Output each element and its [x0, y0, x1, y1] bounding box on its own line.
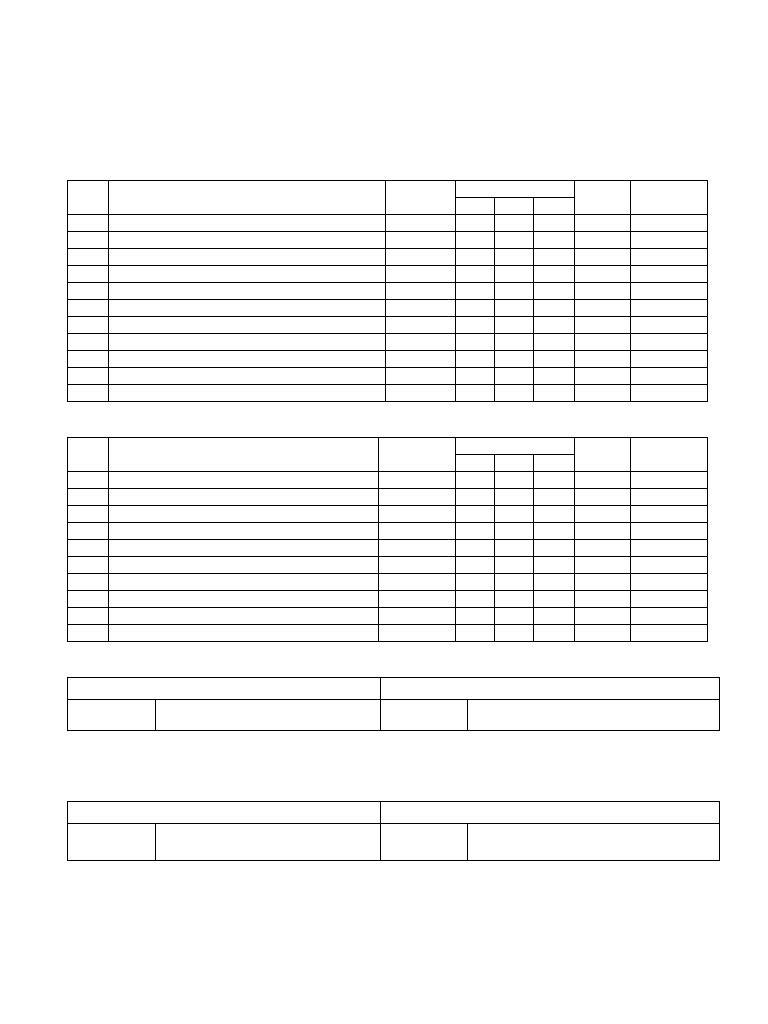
departmental-elective-table [67, 677, 720, 731]
course-row [68, 591, 708, 608]
l-cell [456, 232, 495, 249]
marks-cell [631, 506, 708, 523]
t-cell [495, 489, 534, 506]
course-row [68, 472, 708, 489]
course-row [68, 317, 708, 334]
credit-cell [575, 540, 631, 557]
semester-total-label [109, 385, 386, 402]
marks-cell [631, 334, 708, 351]
col-t-header [495, 455, 534, 472]
sl-cell [68, 625, 109, 642]
credit-cell [575, 317, 631, 334]
p-cell [534, 266, 575, 283]
course-code-cell [386, 317, 456, 334]
course-row [68, 334, 708, 351]
course-name-cell [109, 249, 386, 266]
marks-cell [631, 591, 708, 608]
course-name-cell [109, 215, 386, 232]
sl-cell [68, 368, 109, 385]
l-cell [456, 591, 495, 608]
p-cell [534, 317, 575, 334]
course-name-cell [109, 557, 379, 574]
marks-cell [631, 574, 708, 591]
paper-v-title [68, 802, 381, 824]
t-cell [495, 472, 534, 489]
sl-cell [68, 557, 109, 574]
course-name-cell [109, 368, 386, 385]
course-row [68, 283, 708, 300]
marks-cell [631, 523, 708, 540]
elective-header-row [68, 700, 720, 731]
l-cell [456, 351, 495, 368]
marks-cell [631, 540, 708, 557]
credit-cell [575, 266, 631, 283]
col-l-header [456, 455, 495, 472]
l-cell [456, 523, 495, 540]
open-elective-table [67, 801, 720, 861]
p-cell [534, 283, 575, 300]
credit-cell [575, 351, 631, 368]
p-cell [534, 506, 575, 523]
col-l-header [456, 198, 495, 215]
p-cell [534, 249, 575, 266]
sl-cell [68, 283, 109, 300]
t-cell [495, 300, 534, 317]
t-cell [495, 523, 534, 540]
l-cell [456, 489, 495, 506]
credit-cell [575, 489, 631, 506]
course-name-cell [109, 608, 379, 625]
p-cell [534, 625, 575, 642]
course-code-cell [386, 283, 456, 300]
sl-cell [68, 300, 109, 317]
t-cell [495, 283, 534, 300]
course-row [68, 215, 708, 232]
header-row [68, 438, 708, 455]
course-code-cell [386, 351, 456, 368]
left-code-header [68, 824, 156, 861]
marks-cell [631, 385, 708, 402]
l-cell [456, 215, 495, 232]
p-cell [534, 574, 575, 591]
col-load-header [456, 181, 575, 198]
credit-cell [575, 368, 631, 385]
col-name-header [109, 438, 379, 472]
marks-cell [631, 300, 708, 317]
col-marks-header [631, 181, 708, 215]
l-cell [456, 385, 495, 402]
course-name-cell [109, 283, 386, 300]
marks-cell [631, 266, 708, 283]
course-code-cell [379, 540, 456, 557]
course-name-cell [109, 317, 386, 334]
sl-cell [68, 215, 109, 232]
course-row [68, 574, 708, 591]
right-code-header [381, 700, 468, 731]
marks-cell [631, 472, 708, 489]
right-code-header [381, 824, 468, 861]
left-title-header [156, 824, 381, 861]
credit-cell [575, 523, 631, 540]
credit-cell [575, 300, 631, 317]
credit-cell [575, 574, 631, 591]
sl-cell [68, 472, 109, 489]
sl-cell [68, 574, 109, 591]
sl-cell [68, 523, 109, 540]
marks-cell [631, 249, 708, 266]
p-cell [534, 540, 575, 557]
elective-header-row [68, 824, 720, 861]
l-cell [456, 249, 495, 266]
sl-cell [68, 608, 109, 625]
marks-cell [631, 351, 708, 368]
course-row [68, 232, 708, 249]
course-code-cell [386, 300, 456, 317]
course-name-cell [109, 334, 386, 351]
p-cell [534, 385, 575, 402]
paper-iv-title [68, 678, 381, 700]
t-cell [495, 557, 534, 574]
col-code-header [386, 181, 456, 215]
p-cell [534, 591, 575, 608]
p-cell [534, 300, 575, 317]
course-code-cell [379, 608, 456, 625]
credit-cell [575, 506, 631, 523]
l-cell [456, 472, 495, 489]
course-row [68, 540, 708, 557]
p-cell [534, 608, 575, 625]
course-code-cell [379, 591, 456, 608]
t-cell [495, 506, 534, 523]
col-credit-header [575, 181, 631, 215]
course-row [68, 351, 708, 368]
marks-cell [631, 283, 708, 300]
credit-cell [575, 557, 631, 574]
semester-total-label [109, 625, 379, 642]
t-cell [495, 574, 534, 591]
l-cell [456, 317, 495, 334]
l-cell [456, 557, 495, 574]
marks-cell [631, 215, 708, 232]
l-cell [456, 283, 495, 300]
semester1-table [67, 180, 708, 402]
credit-cell [575, 215, 631, 232]
marks-cell [631, 368, 708, 385]
elective-title-row [68, 802, 720, 824]
l-cell [456, 334, 495, 351]
p-cell [534, 368, 575, 385]
col-sl-header [68, 181, 109, 215]
course-code-cell [386, 368, 456, 385]
course-name-cell [109, 523, 379, 540]
elective-title-row [68, 678, 720, 700]
p-cell [534, 489, 575, 506]
marks-cell [631, 608, 708, 625]
t-cell [495, 608, 534, 625]
col-t-header [495, 198, 534, 215]
p-cell [534, 472, 575, 489]
sl-cell [68, 266, 109, 283]
course-name-cell [109, 574, 379, 591]
sl-cell [68, 591, 109, 608]
col-sl-header [68, 438, 109, 472]
col-marks-header [631, 438, 708, 472]
header-row [68, 181, 708, 198]
paper-x-title [381, 802, 720, 824]
sl-cell [68, 385, 109, 402]
t-cell [495, 266, 534, 283]
course-row [68, 489, 708, 506]
course-name-cell [109, 489, 379, 506]
col-name-header [109, 181, 386, 215]
col-code-header [379, 438, 456, 472]
t-cell [495, 591, 534, 608]
semester-total-row [68, 625, 708, 642]
sl-cell [68, 317, 109, 334]
col-credit-header [575, 438, 631, 472]
course-name-cell [109, 591, 379, 608]
credit-cell [575, 608, 631, 625]
left-code-header [68, 700, 156, 731]
p-cell [534, 215, 575, 232]
p-cell [534, 523, 575, 540]
credit-cell [575, 283, 631, 300]
credit-cell [575, 249, 631, 266]
t-cell [495, 368, 534, 385]
marks-cell [631, 232, 708, 249]
l-cell [456, 608, 495, 625]
course-code-cell [379, 557, 456, 574]
credit-cell [575, 472, 631, 489]
course-code-cell [379, 506, 456, 523]
l-cell [456, 506, 495, 523]
course-row [68, 368, 708, 385]
t-cell [495, 317, 534, 334]
course-row [68, 523, 708, 540]
course-name-cell [109, 351, 386, 368]
sl-cell [68, 540, 109, 557]
course-name-cell [109, 540, 379, 557]
credit-cell [575, 591, 631, 608]
course-code-cell [386, 232, 456, 249]
credit-cell [575, 334, 631, 351]
course-row [68, 300, 708, 317]
course-name-cell [109, 232, 386, 249]
course-code-cell [379, 574, 456, 591]
paper-ix-title [381, 678, 720, 700]
l-cell [456, 300, 495, 317]
sl-cell [68, 334, 109, 351]
course-name-cell [109, 506, 379, 523]
col-p-header [534, 455, 575, 472]
course-code-cell [386, 215, 456, 232]
credit-cell [575, 232, 631, 249]
course-code-cell [379, 489, 456, 506]
course-row [68, 506, 708, 523]
course-code-cell [386, 385, 456, 402]
p-cell [534, 232, 575, 249]
course-row [68, 608, 708, 625]
semester-total-row [68, 385, 708, 402]
course-name-cell [109, 472, 379, 489]
t-cell [495, 215, 534, 232]
right-title-header [468, 700, 720, 731]
t-cell [495, 625, 534, 642]
right-title-header [468, 824, 720, 861]
course-code-cell [386, 266, 456, 283]
sl-cell [68, 249, 109, 266]
course-code-cell [379, 523, 456, 540]
course-name-cell [109, 266, 386, 283]
l-cell [456, 540, 495, 557]
p-cell [534, 557, 575, 574]
l-cell [456, 266, 495, 283]
t-cell [495, 232, 534, 249]
col-p-header [534, 198, 575, 215]
semester2-table [67, 437, 708, 642]
t-cell [495, 385, 534, 402]
t-cell [495, 351, 534, 368]
credit-cell [575, 625, 631, 642]
l-cell [456, 625, 495, 642]
marks-cell [631, 317, 708, 334]
course-row [68, 249, 708, 266]
course-code-cell [386, 249, 456, 266]
t-cell [495, 334, 534, 351]
course-code-cell [386, 334, 456, 351]
course-row [68, 557, 708, 574]
p-cell [534, 351, 575, 368]
course-row [68, 266, 708, 283]
marks-cell [631, 625, 708, 642]
sl-cell [68, 506, 109, 523]
sl-cell [68, 351, 109, 368]
t-cell [495, 540, 534, 557]
marks-cell [631, 557, 708, 574]
p-cell [534, 334, 575, 351]
col-load-header [456, 438, 575, 455]
sl-cell [68, 489, 109, 506]
sl-cell [68, 232, 109, 249]
credit-cell [575, 385, 631, 402]
l-cell [456, 368, 495, 385]
course-name-cell [109, 300, 386, 317]
course-code-cell [379, 625, 456, 642]
marks-cell [631, 489, 708, 506]
course-code-cell [379, 472, 456, 489]
l-cell [456, 574, 495, 591]
t-cell [495, 249, 534, 266]
left-title-header [156, 700, 381, 731]
